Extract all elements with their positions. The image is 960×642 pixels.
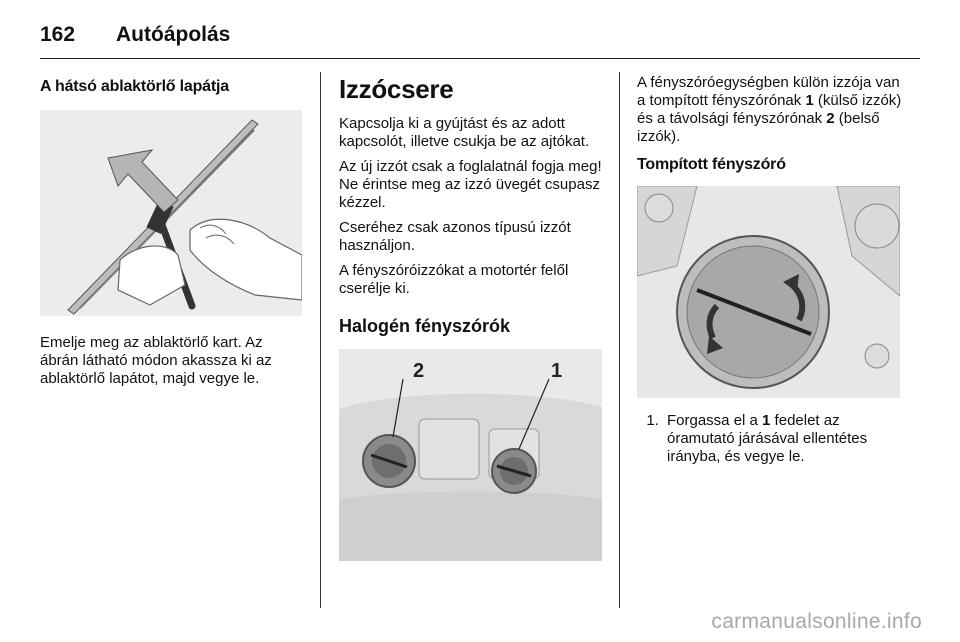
wiper-heading: A hátsó ablaktörlő lapátja bbox=[40, 78, 229, 95]
headlight-intro: A fényszóróegységben külön izzója van a tompított fényszórónak 1 (külső izzók) és a távolsági fényszórónak 2 (belső izzók). bbox=[637, 74, 902, 145]
column-wiper bbox=[40, 70, 302, 395]
wiper-blade-illustration bbox=[40, 110, 302, 316]
paragraph-same-type: Cseréhez csak azonos típusú izzót használjon. bbox=[339, 219, 571, 254]
low-beam-cover-illustration bbox=[637, 186, 900, 398]
figure-label-2: 2 bbox=[413, 360, 425, 382]
step-1: 1. Forgassa el a 1 fedelet az óramutató járásával ellentétes irányba, és vegye le. bbox=[663, 412, 903, 466]
column-divider-1 bbox=[320, 72, 321, 608]
watermark: carmanualsonline.info bbox=[711, 610, 922, 633]
wiper-paragraph: Emelje meg az ablaktörlő kart. Az ábrán látható módon akassza ki az ablaktörlő lapátot, majd vegye le. bbox=[40, 334, 272, 387]
page-header bbox=[40, 18, 230, 52]
column-divider-2 bbox=[619, 72, 620, 608]
paragraph-engine-side: A fényszóróizzókat a motortér felől cserélje ki. bbox=[339, 262, 569, 297]
halogen-headlights-heading: Halogén fényszórók bbox=[339, 316, 511, 336]
paragraph-handle-bulb: Az új izzót csak a foglalatnál fogja meg! Ne érintse meg az izzó üvegét csupasz kézzel. bbox=[339, 158, 602, 211]
figure-label-1: 1 bbox=[551, 360, 563, 382]
chapter-title: Autóápolás bbox=[116, 23, 231, 46]
halogen-headlight-illustration bbox=[339, 349, 602, 561]
low-beam-heading: Tompított fényszóró bbox=[637, 156, 786, 173]
page-number: 162 bbox=[40, 23, 76, 46]
column-bulb-replacement bbox=[339, 70, 602, 561]
header-divider bbox=[40, 58, 920, 59]
bulb-replacement-title: Izzócsere bbox=[339, 74, 454, 104]
steps-list bbox=[637, 412, 903, 466]
paragraph-ignition: Kapcsolja ki a gyújtást és az adott kapcsolót, illetve csukja be az ajtókat. bbox=[339, 115, 590, 150]
column-low-beam bbox=[637, 70, 903, 466]
